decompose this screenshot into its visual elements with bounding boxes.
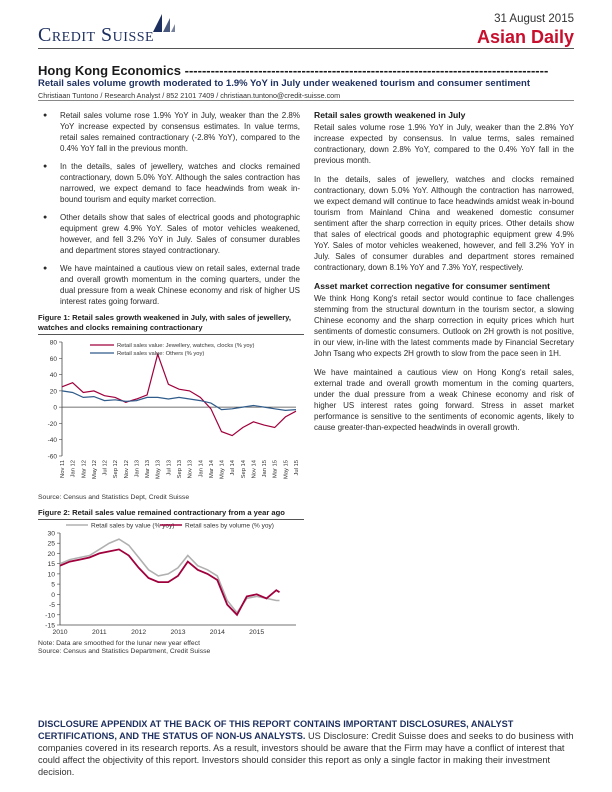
legend-label: Retail sales value: Jewellery, watches, clocks (% yoy) (117, 343, 255, 350)
figure1-chart (38, 336, 304, 491)
x-tick-label: Jul 13 (166, 460, 173, 476)
series-line-2 (60, 549, 280, 614)
x-tick-label: 2014 (209, 629, 225, 636)
disclosure-body: US Disclosure: Credit Suisse does and seeks to do business with companies covered in its research reports. As a result, investors should be aware that the Firm may have a conflict of interest that could affect the objectivity of this report. Investors should consider this report as only a single factor in making their investment decision. (38, 731, 574, 777)
y-tick-label: 10 (47, 571, 55, 579)
x-tick-label: Jul 15 (294, 460, 300, 476)
x-tick-label: 2010 (52, 629, 68, 636)
figure2-divider (38, 519, 304, 520)
x-tick-label: Nov 13 (187, 460, 194, 479)
sails-icon (150, 12, 176, 34)
x-tick-label: Sep 12 (113, 460, 120, 479)
figure1-title: Figure 1: Retail sales growth weakened in July, with sales of jewellery, watches and clocks remaining contractionary (38, 313, 291, 332)
legend-label: Retail sales value: Others (% yoy) (117, 351, 205, 358)
disclosure-block (38, 718, 574, 778)
y-tick-label: 80 (49, 339, 57, 347)
x-tick-label: Jan 12 (70, 460, 77, 478)
author-line: Christiaan Tuntono / Research Analyst / 852 2101 7409 / christiaan.tuntono@credit-suisse.com (38, 91, 341, 100)
x-tick-label: 2011 (92, 629, 107, 636)
y-tick-label: 25 (47, 540, 55, 548)
bullet-item: ● In the details, sales of jewellery, watches and clocks remained contractionary, down 5.0% YoY. Although the sales contraction has narrowed, we expect demand to face headwinds from weak in-bound tourism and equity market correction. (40, 161, 300, 205)
y-tick-label: -10 (45, 612, 55, 620)
x-tick-label: 2013 (170, 629, 186, 636)
paragraph: We think Hong Kong's retail sector would continue to face challenges stemming from the structural downturn in the tourism sector, a slowing Chinese economy and the sharp correction in equity prices which hurt sentiments of domestic consumers. Outlook on 2H growth is not positive, in our view, in-line with the latest comments made by Financial Secretary John Tsang who expects 2H growth to slow from the pace seen in 1H. (314, 294, 574, 358)
y-tick-label: 0 (53, 404, 57, 412)
header-divider (38, 48, 574, 49)
x-tick-label: 2015 (249, 629, 265, 636)
x-tick-label: Jan 14 (198, 460, 205, 478)
figure2-chart (38, 521, 304, 639)
summary-bullets (40, 110, 300, 314)
y-tick-label: 5 (51, 581, 55, 589)
y-tick-label: -20 (47, 420, 57, 428)
y-tick-label: -5 (48, 602, 55, 610)
x-tick-label: Nov 14 (251, 460, 258, 479)
section-name: Hong Kong Economics (38, 63, 181, 78)
figure2-note: Note: Data are smoothed for the lunar new year effect (38, 640, 200, 647)
article-headline: Retail sales volume growth moderated to 1.9% YoY in July under weakened tourism and consumer sentiment (38, 78, 531, 89)
x-tick-label: Jul 14 (230, 460, 237, 476)
logo-text: Credit Suisse (38, 24, 155, 46)
paragraph: Retail sales volume rose 1.9% YoY in July, weaker than the 2.8% YoY increase expected by consensus. In value terms, sales remained contractionary, down 2.8% YoY, compared to the 0.4% YoY fall in the previous month. (314, 123, 574, 165)
right-column (314, 110, 574, 441)
author-divider (38, 100, 574, 101)
legend-label: Retail sales by value (% yoy) (91, 522, 175, 530)
x-tick-label: May 13 (155, 460, 162, 480)
bullet-item: ● Retail sales volume rose 1.9% YoY in July, weaker than the 2.8% YoY increase expected by consensus estimates. In value terms, retail sales remained contractionary (-2.8% YoY), compared to the 0.4% YoY fall in the previous month. (40, 110, 300, 154)
y-tick-label: 0 (51, 591, 55, 599)
x-tick-label: Nov 11 (60, 460, 66, 478)
heading-asset-market: Asset market correction negative for consumer sentiment (314, 281, 550, 291)
figure2-source: Source: Census and Statistics Department, Credit Suisse (38, 648, 211, 655)
x-tick-label: Mar 14 (208, 460, 215, 479)
x-tick-label: Jan 15 (262, 460, 269, 478)
x-tick-label: May 14 (219, 460, 226, 480)
y-tick-label: 15 (47, 561, 55, 569)
disclosure-emphasis: DISCLOSURE APPENDIX AT THE BACK OF THIS REPORT CONTAINS IMPORTANT DISCLOSURES, ANALYST CERTIFICATIONS, AND THE STATUS OF NON-US ANALYSTS. (38, 719, 514, 741)
x-tick-label: Nov 12 (123, 460, 130, 479)
credit-suisse-logo (38, 24, 154, 47)
paragraph: In the details, sales of jewellery, watches and clocks remained contractionary, down 5.0% YoY. Although the contraction has narrowed, we expect demand will continue to face headwinds amidst weak in-bound tourism from Mainland China and weakened domestic consumer sentiment after the sharp correction in equity prices. Other details show that sales of electrical goods and photographic equipment grew 4.9% YoY. Sales of motor vehicles weakened, however, and fell 3.2% YoY in July. Sales of consumer durables and department stores remained contractionary, down 8.1% YoY and 7.3% YoY, respectively. (314, 175, 574, 272)
legend-label: Retail sales by volume (% yoy) (185, 522, 274, 530)
x-tick-label: Mar 15 (272, 460, 279, 479)
y-tick-label: -15 (45, 622, 55, 630)
y-tick-label: 60 (49, 355, 57, 363)
section-dashes: ------------------------------------------------------------------------------------ (184, 63, 549, 78)
y-tick-label: 20 (47, 550, 55, 558)
x-tick-label: Jul 12 (102, 460, 109, 476)
series-line-1 (60, 539, 280, 613)
y-tick-label: 20 (49, 388, 57, 396)
x-tick-label: Mar 12 (81, 460, 88, 479)
x-tick-label: Sep 13 (177, 460, 183, 479)
paragraph: We have maintained a cautious view on Hong Kong's retail sales, external trade and overall growth momentum in the coming quarters, under the dual pressure from a weak Chinese economy and risk of higher US interest rates going forward. Stress in asset market performance is sensitive to the sentiments of economic agents, likely to cause greater-than-expected headwinds in overall growth. (314, 368, 574, 432)
figure2-title: Figure 2: Retail sales value remained contractionary from a year ago (38, 508, 285, 517)
publication-title: Asian Daily (476, 27, 574, 47)
y-tick-label: -60 (47, 453, 57, 461)
bullet-item: ● We have maintained a cautious view on retail sales, external trade and overall growth momentum in the coming quarters, under the dual pressure from a weak Chinese economy and risk of higher US interest rates going forward. (40, 263, 300, 307)
y-tick-label: -40 (47, 437, 57, 445)
x-tick-label: Sep 14 (240, 460, 247, 479)
y-tick-label: 30 (47, 530, 55, 538)
report-date: 31 August 2015 (494, 13, 574, 25)
x-tick-label: Jan 13 (134, 460, 141, 478)
x-tick-label: 2012 (131, 629, 147, 636)
x-tick-label: May 12 (91, 460, 98, 480)
figure1-divider (38, 334, 304, 335)
figure1-source: Source: Census and Statistics Dept, Credit Suisse (38, 494, 190, 501)
bullet-item: ● Other details show that sales of electrical goods and photographic equipment grew 4.9% YoY. Sales of motor vehicles weakened, however, and fell 3.2% YoY in July. Sales of consumer durables and department stores stayed contractionary. (40, 212, 300, 256)
x-tick-label: May 15 (283, 460, 290, 480)
section-title (38, 63, 548, 78)
heading-retail-sales: Retail sales growth weakened in July (314, 110, 466, 120)
series-line-1 (62, 354, 296, 435)
x-tick-label: Mar 13 (145, 460, 152, 479)
y-tick-label: 40 (49, 372, 57, 380)
